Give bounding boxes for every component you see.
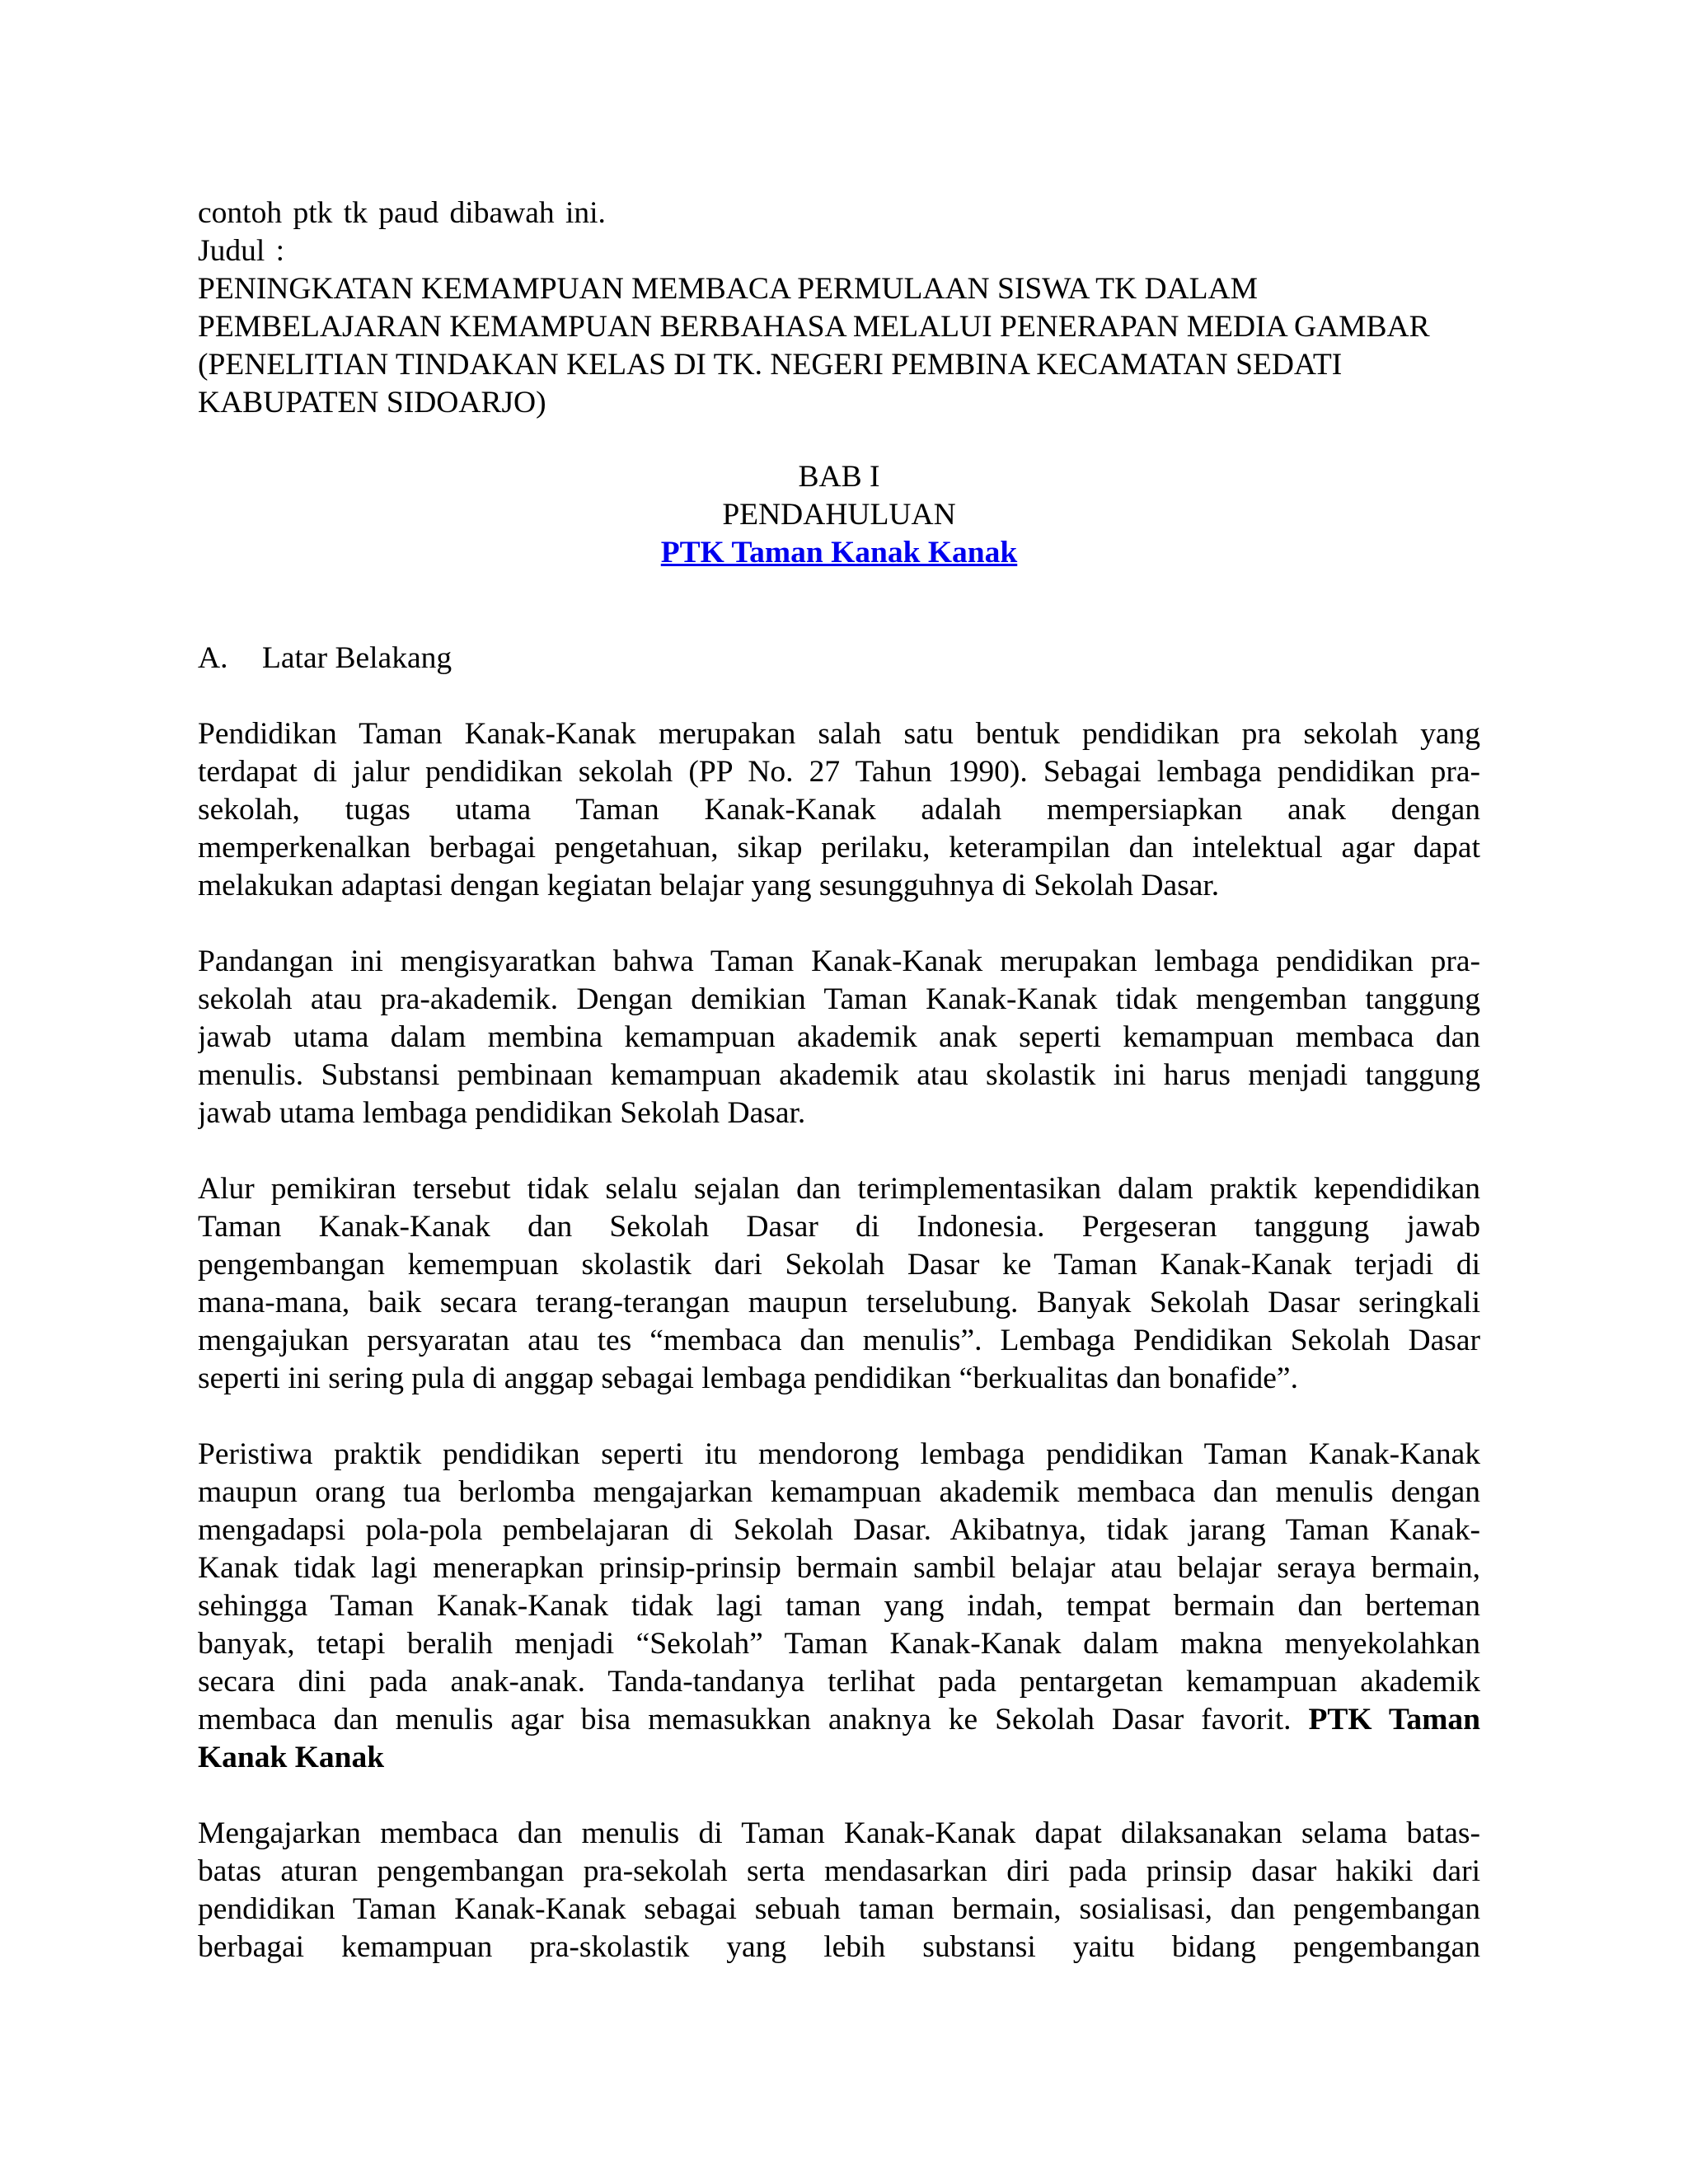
section-heading <box>198 640 1480 677</box>
paragraph-line: secara dini pada anak-anak. Tanda-tandanya terlihat pada pentargetan kemampuan akademik <box>198 1665 1480 1699</box>
judul-label: Judul : <box>198 234 285 268</box>
paragraph-line: terdapat di jalur pendidikan sekolah (PP No. 27 Tahun 1990). Sebagai lembaga pendidikan pra- <box>198 755 1480 789</box>
paragraph-line: mengadapsi pola-pola pembelajaran di Sekolah Dasar. Akibatnya, tidak jarang Taman Kanak- <box>198 1513 1480 1547</box>
paragraph-line: Mengajarkan membaca dan menulis di Taman Kanak-Kanak dapat dilaksanakan selama batas- <box>198 1816 1480 1850</box>
section-letter: A. <box>198 641 228 675</box>
paragraph-line-mixed <box>198 1701 1480 1739</box>
paragraph-line: banyak, tetapi beralih menjadi “Sekolah” Taman Kanak-Kanak dalam makna menyekolahkan <box>198 1627 1480 1661</box>
paragraph-line: jawab utama dalam membina kemampuan akademik anak seperti kemampuan membaca dan <box>198 1020 1480 1054</box>
inline-bold-keyword: Kanak Kanak <box>198 1741 385 1774</box>
chapter-link[interactable]: PTK Taman Kanak Kanak <box>660 536 1018 569</box>
paragraph-line: melakukan adaptasi dengan kegiatan belajar yang sesungguhnya di Sekolah Dasar. <box>198 869 1220 902</box>
paragraph-line: mana-mana, baik secara terang-terangan maupun terselubung. Banyak Sekolah Dasar seringkali <box>198 1286 1480 1319</box>
paragraph-line: berbagai kemampuan pra-skolastik yang lebih substansi yaitu bidang pengembangan <box>198 1930 1480 1964</box>
paragraph-line: Peristiwa praktik pendidikan seperti itu mendorong lembaga pendidikan Taman Kanak-Kanak <box>198 1437 1480 1471</box>
paragraph-line: menulis. Substansi pembinaan kemampuan akademik atau skolastik ini harus menjadi tanggung <box>198 1058 1480 1092</box>
paragraph-line: mengajukan persyaratan atau tes “membaca dan menulis”. Lembaga Pendidikan Sekolah Dasar <box>198 1324 1480 1357</box>
chapter-number: BAB I <box>798 460 880 494</box>
title-line: PENINGKATAN KEMAMPUAN MEMBACA PERMULAAN SISWA TK DALAM <box>198 272 1258 306</box>
paragraph-line: memperkenalkan berbagai pengetahuan, sikap perilaku, keterampilan dan intelektual agar dapat <box>198 831 1480 865</box>
paragraph-line: jawab utama lembaga pendidikan Sekolah Dasar. <box>198 1096 806 1130</box>
paragraph-line: Kanak tidak lagi menerapkan prinsip-prinsip bermain sambil belajar atau belajar seraya bermain, <box>198 1551 1480 1585</box>
title-line: PEMBELAJARAN KEMAMPUAN BERBAHASA MELALUI PENERAPAN MEDIA <box>198 310 1287 344</box>
paragraph <box>198 715 1480 905</box>
document-title <box>198 270 1480 422</box>
document-page <box>198 194 1480 1966</box>
chapter-heading <box>198 458 1480 572</box>
title-line: GAMBAR (PENELITIAN TINDAKAN KELAS DI TK. NEGERI PEMBINA KECAMATAN <box>198 310 1430 382</box>
paragraph <box>198 943 1480 1132</box>
paragraph-line: batas aturan pengembangan pra-sekolah serta mendasarkan diri pada prinsip dasar hakiki dari <box>198 1854 1480 1888</box>
paragraph-line: pengembangan kemempuan skolastik dari Sekolah Dasar ke Taman Kanak-Kanak terjadi di <box>198 1248 1480 1282</box>
paragraph-line: seperti ini sering pula di anggap sebagai lembaga pendidikan “berkualitas dan bonafide”. <box>198 1361 1298 1395</box>
paragraph <box>198 1436 1480 1777</box>
paragraph-line: pendidikan Taman Kanak-Kanak sebagai sebuah taman bermain, sosialisasi, dan pengembangan <box>198 1892 1480 1926</box>
title-line: SEDATI KABUPATEN SIDOARJO) <box>198 348 1343 419</box>
paragraph <box>198 1170 1480 1398</box>
paragraph-line: Taman Kanak-Kanak dan Sekolah Dasar di Indonesia. Pergeseran tanggung jawab <box>198 1210 1480 1244</box>
paragraph-line: Alur pemikiran tersebut tidak selalu sejalan dan terimplementasikan dalam praktik kependidikan <box>198 1172 1480 1206</box>
paragraph <box>198 1815 1480 1966</box>
section-title: Latar Belakang <box>262 641 452 675</box>
chapter-name: PENDAHULUAN <box>722 498 956 532</box>
paragraph-line: sekolah, tugas utama Taman Kanak-Kanak adalah mempersiapkan anak dengan <box>198 793 1480 827</box>
paragraph-text: membaca dan menulis agar bisa memasukkan anaknya ke Sekolah Dasar favorit. <box>198 1703 1292 1736</box>
paragraph-line: Pandangan ini mengisyaratkan bahwa Taman Kanak-Kanak merupakan lembaga pendidikan pra- <box>198 944 1480 978</box>
paragraph-line: Pendidikan Taman Kanak-Kanak merupakan salah satu bentuk pendidikan pra sekolah yang <box>198 717 1480 751</box>
paragraph-line: sehingga Taman Kanak-Kanak tidak lagi taman yang indah, tempat bermain dan berteman <box>198 1589 1480 1623</box>
paragraph-line: sekolah atau pra-akademik. Dengan demikian Taman Kanak-Kanak tidak mengemban tanggung <box>198 982 1480 1016</box>
intro-text: contoh ptk tk paud dibawah ini. <box>198 196 606 230</box>
paragraph-line: maupun orang tua berlomba mengajarkan kemampuan akademik membaca dan menulis dengan <box>198 1475 1480 1509</box>
inline-bold-keyword: PTK Taman <box>1308 1703 1480 1736</box>
